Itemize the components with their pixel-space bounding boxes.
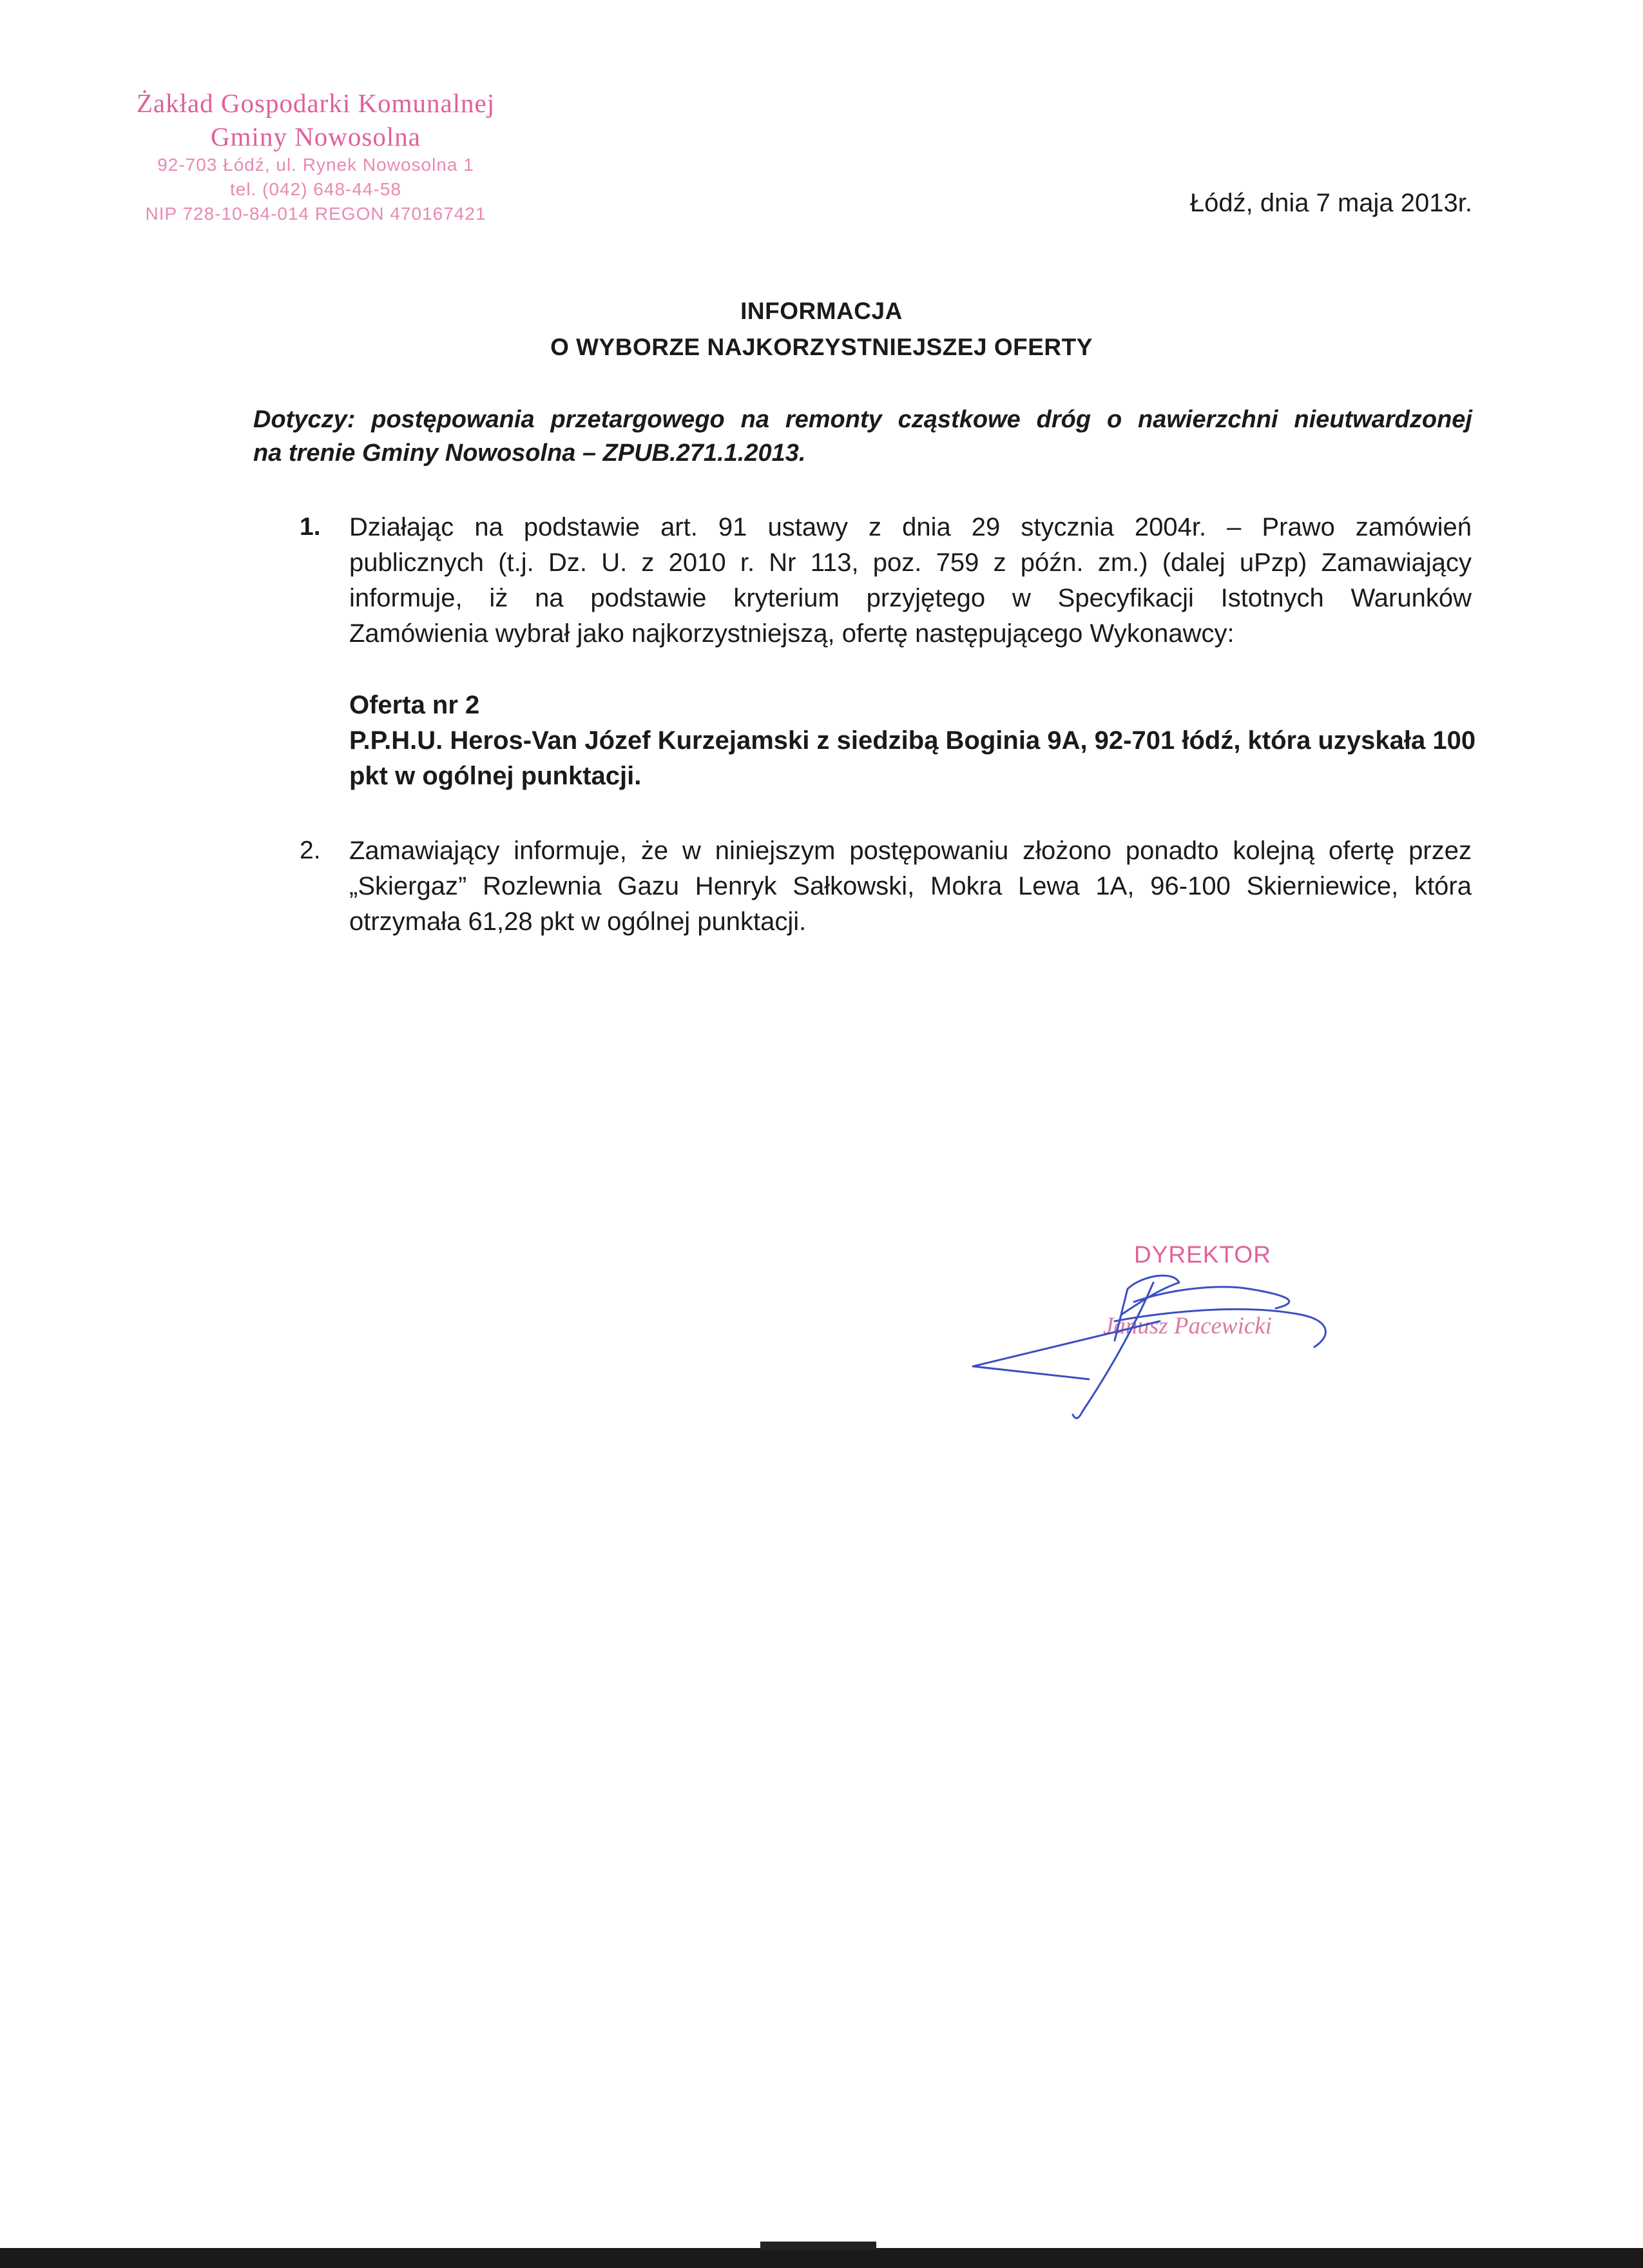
document-date: Łódź, dnia 7 maja 2013r.	[1189, 189, 1472, 217]
item-2-number: 2.	[300, 837, 321, 864]
signature-printed-name: Janusz Pacewicki	[1103, 1313, 1272, 1339]
stamp-address: 92-703 Łódź, ul. Rynek Nowosolna 1	[157, 155, 474, 175]
item-1-line: Działając na podstawie art. 91 ustawy z dnia 29 stycznia 2004r. – Prawo zamówień	[349, 513, 1472, 541]
item-2-line: otrzymała 61,28 pkt w ogólnej punktacji.	[349, 907, 807, 936]
item-2-line: Zamawiający informuje, że w niniejszym postępowaniu złożono ponadto kolejną ofertę przez	[349, 837, 1472, 865]
stamp-tax-ids: NIP 728-10-84-014 REGON 470167421	[145, 204, 486, 224]
signature-title: DYREKTOR	[1134, 1241, 1271, 1268]
scan-bottom-edge	[0, 2248, 1643, 2268]
item-2-line: „Skiergaz” Rozlewnia Gazu Henryk Sałkowski, Mokra Lewa 1A, 96-100 Skierniewice, która	[349, 872, 1472, 900]
offer-title: Oferta nr 2	[349, 691, 480, 719]
document-subtitle: O WYBORZE NAJKORZYSTNIEJSZEJ OFERTY	[550, 334, 1093, 360]
item-1-line: publicznych (t.j. Dz. U. z 2010 r. Nr 113, poz. 759 z późn. zm.) (dalej uPzp) Zamawiający	[349, 548, 1472, 577]
item-1-number: 1.	[300, 513, 321, 541]
stamp-phone: tel. (042) 648-44-58	[230, 179, 401, 199]
handwritten-signature	[966, 1263, 1366, 1431]
offer-winner-line: P.P.H.U. Heros-Van Józef Kurzejamski z siedzibą Boginia 9A, 92-701 łódź, która uzyskała 100	[349, 726, 1476, 755]
item-1-line: informuje, iż na podstawie kryterium przyjętego w Specyfikacji Istotnych Warunków	[349, 584, 1472, 612]
item-1-line: Zamówienia wybrał jako najkorzystniejszą, ofertę następującego Wykonawcy:	[349, 619, 1235, 648]
scan-edge-mark	[760, 2242, 876, 2251]
document-title: INFORMACJA	[740, 298, 903, 324]
stamp-municipality: Gminy Nowosolna	[211, 122, 421, 151]
offer-score-line: pkt w ogólnej punktacji.	[349, 762, 642, 790]
stamp-organization-name: Żakład Gospodarki Komunalnej	[136, 88, 495, 118]
subject-line-2: na trenie Gminy Nowosolna – ZPUB.271.1.2013.	[253, 440, 806, 467]
subject-line-1: Dotyczy: postępowania przetargowego na remonty cząstkowe dróg o nawierzchni nieutwardzonej	[253, 406, 1472, 433]
